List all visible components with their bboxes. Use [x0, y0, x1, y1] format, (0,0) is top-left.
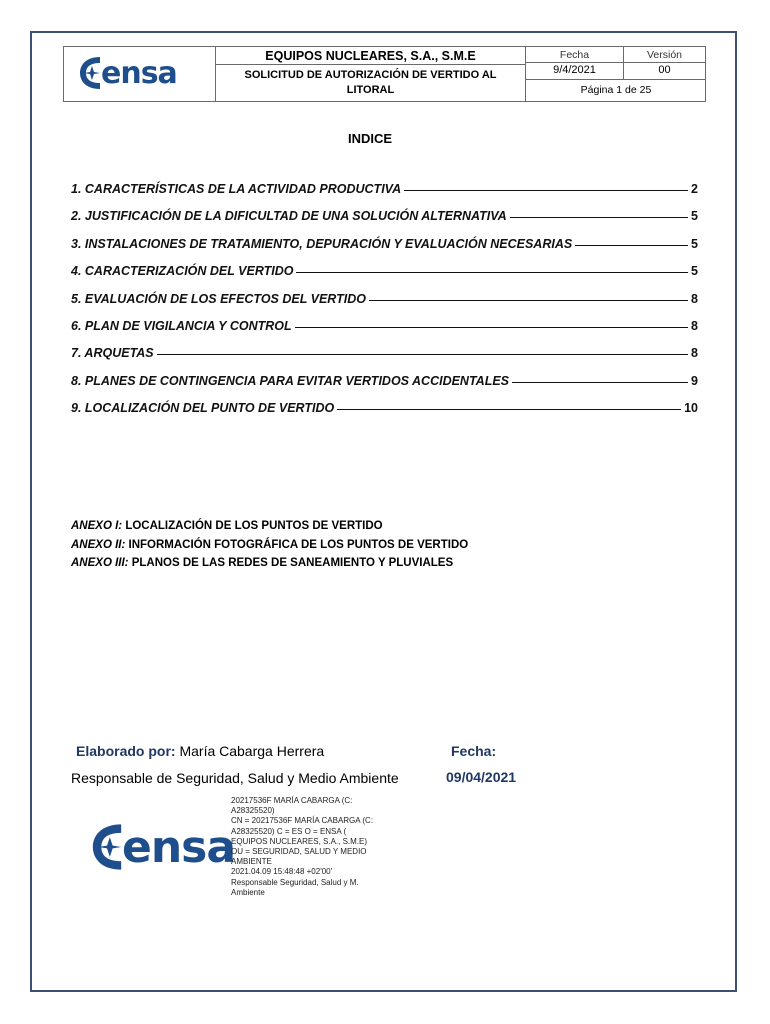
sig-line: A28325520) C = ES O = ENSA ( [231, 826, 347, 836]
toc-entry[interactable]: 7. ARQUETAS 8 [71, 346, 698, 361]
version-value: 00 [658, 64, 671, 76]
signature-date-value: 09/04/2021 [446, 769, 517, 785]
toc-entry[interactable]: 4. CARACTERIZACIÓN DEL VERTIDO 5 [71, 264, 698, 279]
annex-item: ANEXO I: LOCALIZACIÓN DE LOS PUNTOS DE VERTIDO [71, 520, 383, 532]
document-title-line2: LITORAL [346, 84, 395, 96]
signature-logo-text: ensa [122, 821, 236, 873]
toc-entry[interactable]: 8. PLANES DE CONTINGENCIA PARA EVITAR VERTIDOS ACCIDENTALES 9 [71, 373, 698, 388]
date-label: Fecha [559, 49, 590, 61]
document-header [63, 46, 706, 102]
author-name: María Cabarga Herrera [179, 743, 325, 759]
ensa-logo [78, 53, 177, 93]
sig-line: CN = 20217536F MARÍA CABARGA (C: [231, 816, 374, 826]
ensa-logo-icon [78, 53, 102, 93]
signature-ensa-logo [90, 818, 235, 876]
version-label: Versión [646, 49, 683, 61]
index-title: INDICE [347, 131, 393, 146]
header-title-cell [216, 47, 526, 101]
sig-line: Ambiente [231, 887, 265, 897]
ensa-logo-icon [90, 818, 124, 876]
signature-date-label: Fecha: [451, 743, 497, 759]
annex-list [71, 517, 468, 573]
annex-item: ANEXO III: PLANOS DE LAS REDES DE SANEAMIENTO Y PLUVIALES [71, 557, 454, 569]
digital-signature-text [231, 796, 391, 898]
toc-entry[interactable]: 2. JUSTIFICACIÓN DE LA DIFICULTAD DE UNA SOLUCIÓN ALTERNATIVA 5 [71, 209, 698, 224]
annex-item: ANEXO II: INFORMACIÓN FOTOGRÁFICA DE LOS PUNTOS DE VERTIDO [71, 538, 469, 551]
page-number: Página 1 de 25 [580, 84, 652, 96]
toc-entry[interactable]: 9. LOCALIZACIÓN DEL PUNTO DE VERTIDO 10 [71, 401, 698, 416]
toc-entry[interactable]: 5. EVALUACIÓN DE LOS EFECTOS DEL VERTIDO 8 [71, 291, 698, 306]
sig-line: AMBIENTE [231, 857, 272, 867]
header-logo-cell [64, 47, 216, 101]
toc-entry[interactable]: 6. PLAN DE VIGILANCIA Y CONTROL 8 [71, 318, 698, 333]
company-name: EQUIPOS NUCLEARES, S.A., S.M.E [265, 49, 476, 63]
toc-entry[interactable]: 3. INSTALACIONES DE TRATAMIENTO, DEPURACIÓN Y EVALUACIÓN NECESARIAS 5 [71, 236, 698, 251]
elaborated-by-label: Elaborado por: [76, 743, 176, 759]
sig-line: Responsable Seguridad, Salud y M. [231, 877, 359, 887]
elaborated-by [76, 743, 324, 759]
date-value: 9/4/2021 [553, 64, 596, 76]
table-of-contents [71, 182, 698, 429]
toc-entry[interactable]: 1. CARACTERÍSTICAS DE LA ACTIVIDAD PRODUCTIVA 2 [71, 182, 698, 196]
sig-line: 2021.04.09 15:48:48 +02'00' [231, 867, 333, 877]
author-role: Responsable de Seguridad, Salud y Medio Ambiente [71, 770, 399, 786]
sig-line: 20217536F MARÍA CABARGA (C: [231, 796, 353, 805]
sig-line: A28325520) [231, 806, 275, 816]
ensa-logo-text: ensa [101, 55, 177, 91]
sig-line: EQUIPOS NUCLEARES, S.A., S.M.E) [231, 836, 368, 846]
document-title [216, 68, 525, 98]
document-title-line1: SOLICITUD DE AUTORIZACIÓN DE VERTIDO AL [244, 69, 497, 81]
sig-line: OU = SEGURIDAD, SALUD Y MEDIO [231, 847, 367, 857]
